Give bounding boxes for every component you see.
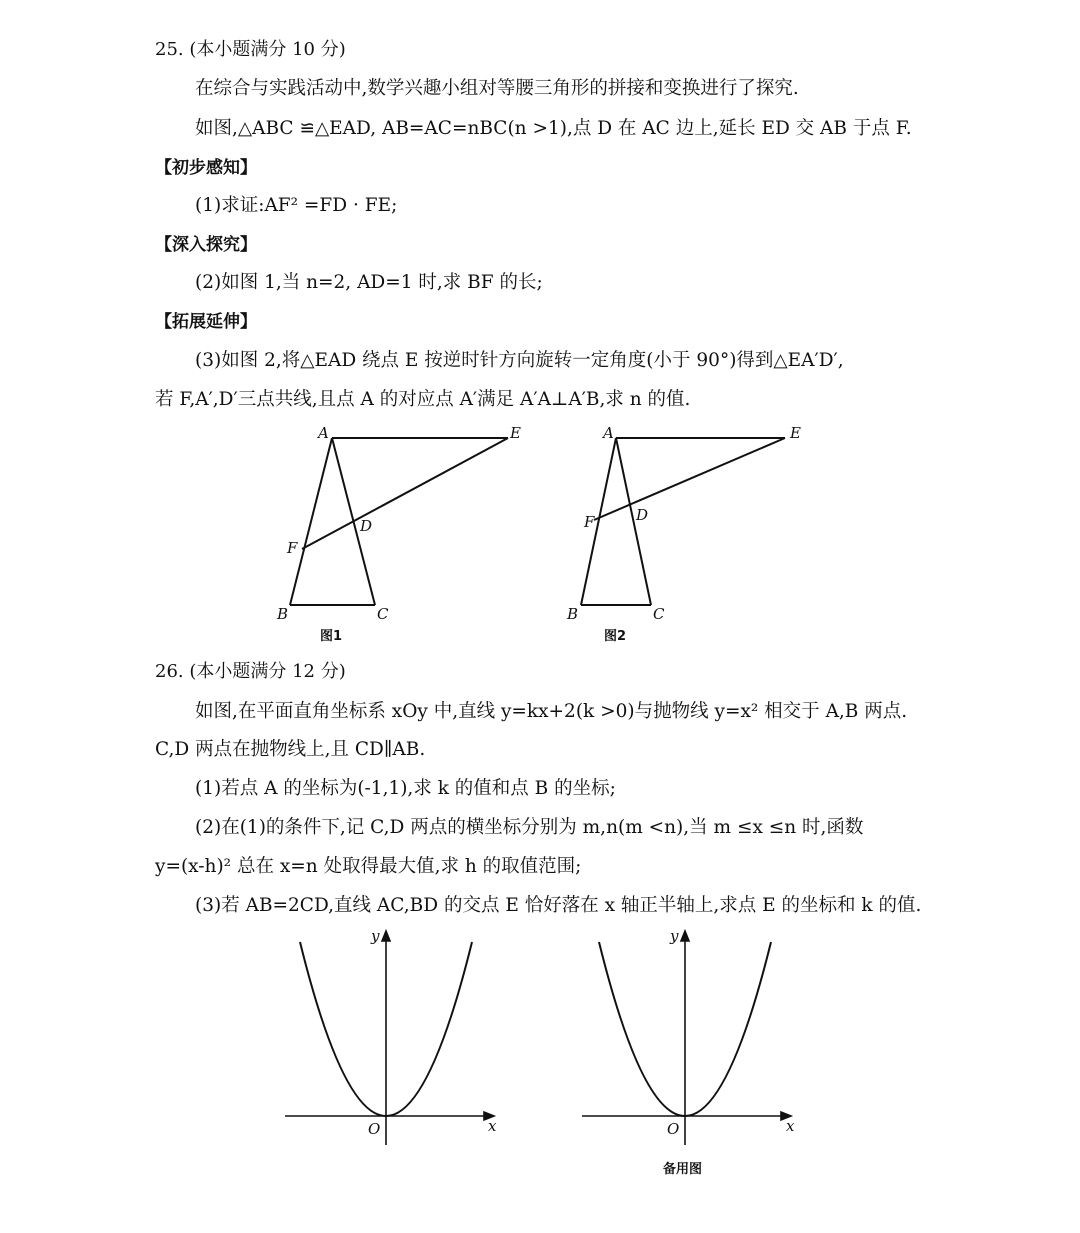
fig1-label-E: E — [510, 424, 521, 442]
fig2-segment-FE — [594, 438, 785, 520]
fig2-caption: 图2 — [604, 629, 627, 644]
q25-intro: 在综合与实践活动中,数学兴趣小组对等腰三角形的拼接和变换进行了探究. — [195, 78, 799, 99]
fig1-label-B: B — [277, 605, 289, 623]
q26-given-line2: C,D 两点在抛物线上,且 CD∥AB. — [155, 739, 426, 760]
q26-header: 26. (本小题满分 12 分) — [155, 661, 346, 682]
q25-part3-line1: (3)如图 2,将△EAD 绕点 E 按逆时针方向旋转一定角度(小于 90°)得到△EA′D′, — [195, 350, 844, 371]
fig1-label-F: F — [287, 539, 298, 557]
fig1-caption: 图1 — [320, 629, 343, 644]
fig2-label-C: C — [653, 605, 665, 623]
q25-part2: (2)如图 1,当 n=2, AD=1 时,求 BF 的长; — [195, 272, 543, 293]
q26-given-line1: 如图,在平面直角坐标系 xOy 中,直线 y=kx+2(k >0)与抛物线 y=x² 相交于 A,B 两点. — [195, 701, 908, 722]
fig1-segment-AB — [290, 438, 332, 605]
graph2-caption: 备用图 — [663, 1162, 703, 1177]
q25-given: 如图,△ABC ≌△EAD, AB=AC=nBC(n >1),点 D 在 AC 边上,延长 ED 交 AB 于点 F. — [195, 118, 912, 139]
fig1-segment-FE — [302, 438, 508, 549]
q25-section3-title: 【拓展延伸】 — [155, 312, 257, 332]
fig2-label-A: A — [603, 424, 614, 442]
figure-1 — [290, 438, 508, 605]
fig2-label-B: B — [567, 605, 579, 623]
graph-1 — [285, 931, 494, 1145]
fig2-label-E: E — [790, 424, 801, 442]
q26-part1: (1)若点 A 的坐标为(-1,1),求 k 的值和点 B 的坐标; — [195, 778, 616, 799]
fig1-label-C: C — [377, 605, 389, 623]
q25-section1-title: 【初步感知】 — [155, 158, 257, 178]
q26-part3: (3)若 AB=2CD,直线 AC,BD 的交点 E 恰好落在 x 轴正半轴上,求点 E 的坐标和 k 的值. — [195, 895, 922, 916]
q26-part2-line1: (2)在(1)的条件下,记 C,D 两点的横坐标分别为 m,n(m <n),当 m ≤x ≤n 时,函数 — [195, 817, 864, 838]
graph1-label-origin: O — [368, 1120, 381, 1138]
q26-part2-line2: y=(x-h)² 总在 x=n 处取得最大值,求 h 的取值范围; — [155, 856, 582, 877]
fig1-label-D: D — [360, 517, 373, 535]
q25-part3-line2: 若 F,A′,D′三点共线,且点 A 的对应点 A′满足 A′A⊥A′B,求 n 的值. — [155, 389, 691, 410]
q25-section2-title: 【深入探究】 — [155, 235, 257, 255]
figure-2 — [581, 438, 785, 605]
q25-header: 25. (本小题满分 10 分) — [155, 39, 346, 60]
graph-2 — [582, 931, 791, 1145]
graph2-label-origin: O — [667, 1120, 680, 1138]
graph1-y-arrow-icon — [382, 931, 390, 941]
fig1-label-A: A — [318, 424, 329, 442]
fig2-label-D: D — [636, 506, 649, 524]
graph1-label-x: x — [488, 1117, 497, 1135]
fig2-label-F: F — [584, 513, 595, 531]
graph1-label-y: y — [371, 927, 380, 945]
graph2-y-arrow-icon — [681, 931, 689, 941]
q25-part1: (1)求证:AF² =FD · FE; — [195, 195, 398, 216]
graph2-label-y: y — [670, 927, 679, 945]
graph2-label-x: x — [786, 1117, 795, 1135]
